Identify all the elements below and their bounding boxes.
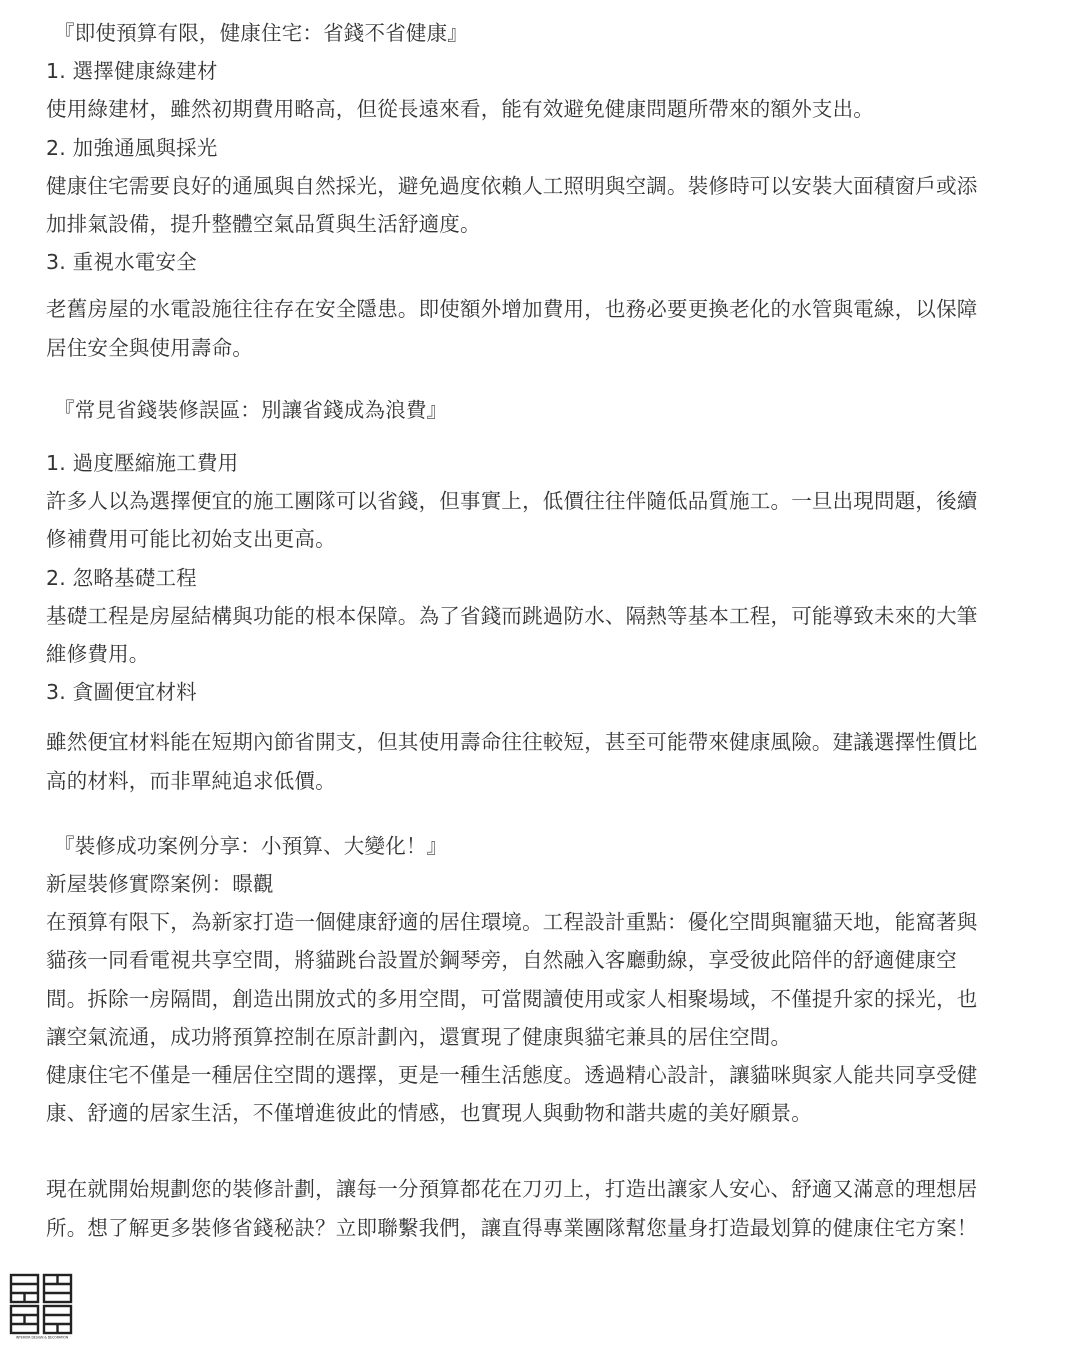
- item-body: 高的材料，而非單純追求低價。: [46, 768, 336, 793]
- item-body: 維修費用。: [46, 642, 150, 667]
- article-body: [46, 14, 1036, 1247]
- cta-body: 所。想了解更多裝修省錢秘訣？立即聯繫我們，讓直得專業團隊幫您量身打造最划算的健康住宅方案！: [46, 1215, 978, 1240]
- item-title: 2. 忽略基礎工程: [46, 565, 197, 590]
- item-body: 基礎工程是房屋結構與功能的根本保障。為了省錢而跳過防水、隔熱等基本工程，可能導致未來的大筆: [46, 603, 978, 628]
- item-title: 3. 貪圖便宜材料: [46, 680, 197, 705]
- case-body: 間。拆除一房隔間，創造出開放式的多用空間，可當閱讀使用或家人相聚場域，不僅提升家的採光，也: [46, 986, 978, 1011]
- item-body: 使用綠建材，雖然初期費用略高，但從長遠來看，能有效避免健康問題所帶來的額外支出。: [46, 97, 874, 122]
- company-logo: [8, 1272, 76, 1340]
- case-body: 健康住宅不僅是一種居住空間的選擇，更是一種生活態度。透過精心設計，讓貓咪與家人能共同享受健: [46, 1063, 978, 1088]
- item-body: 修補費用可能比初始支出更高。: [46, 527, 336, 552]
- item-title: 1. 選擇健康綠建材: [46, 59, 218, 84]
- item-body: 居住安全與使用壽命。: [46, 335, 253, 360]
- case-body: 讓空氣流通，成功將預算控制在原計劃內，還實現了健康與貓宅兼具的居住空間。: [46, 1024, 792, 1049]
- item-body: 健康住宅需要良好的通風與自然採光，避免過度依賴人工照明與空調。裝修時可以安裝大面積窗戶或添: [46, 173, 978, 198]
- case-body: 康、舒適的居家生活，不僅增進彼此的情感，也實現人與動物和諧共處的美好願景。: [46, 1101, 812, 1126]
- cta-body: 現在就開始規劃您的裝修計劃，讓每一分預算都花在刀刃上，打造出讓家人安心、舒適又滿意的理想居: [46, 1177, 978, 1202]
- case-body: 在預算有限下，為新家打造一個健康舒適的居住環境。工程設計重點：優化空間與寵貓天地，能窩著與: [46, 910, 978, 935]
- logo-caption: INTERIOR DESIGN & DECORATION: [15, 1335, 69, 1340]
- case-body: 貓孩一同看電視共享空間，將貓跳台設置於鋼琴旁，自然融入客廳動線，享受彼此陪伴的舒適健康空: [46, 948, 957, 973]
- item-body: 雖然便宜材料能在短期內節省開支，但其使用壽命往往較短，甚至可能帶來健康風險。建議選擇性價比: [46, 730, 978, 755]
- section-heading-case: 『裝修成功案例分享：小預算、大變化！』: [54, 833, 448, 858]
- section-heading-healthy: 『即使預算有限，健康住宅：省錢不省健康』: [54, 21, 468, 45]
- item-body: 加排氣設備，提升整體空氣品質與生活舒適度。: [46, 212, 481, 237]
- item-title: 3. 重視水電安全: [46, 250, 197, 275]
- section-heading-mistakes: 『常見省錢裝修誤區：別讓省錢成為浪費』: [54, 397, 448, 422]
- item-title: 1. 過度壓縮施工費用: [46, 451, 239, 476]
- item-body: 許多人以為選擇便宜的施工團隊可以省錢，但事實上，低價往往伴隨低品質施工。一旦出現問題，後續: [46, 489, 978, 514]
- case-subtitle: 新屋裝修實際案例：暻觀: [46, 872, 274, 897]
- item-body: 老舊房屋的水電設施往往存在安全隱患。即使額外增加費用，也務必要更換老化的水管與電線，以保障: [46, 297, 978, 322]
- item-title: 2. 加強通風與採光: [46, 135, 218, 160]
- logo-mark-icon: [11, 1275, 71, 1333]
